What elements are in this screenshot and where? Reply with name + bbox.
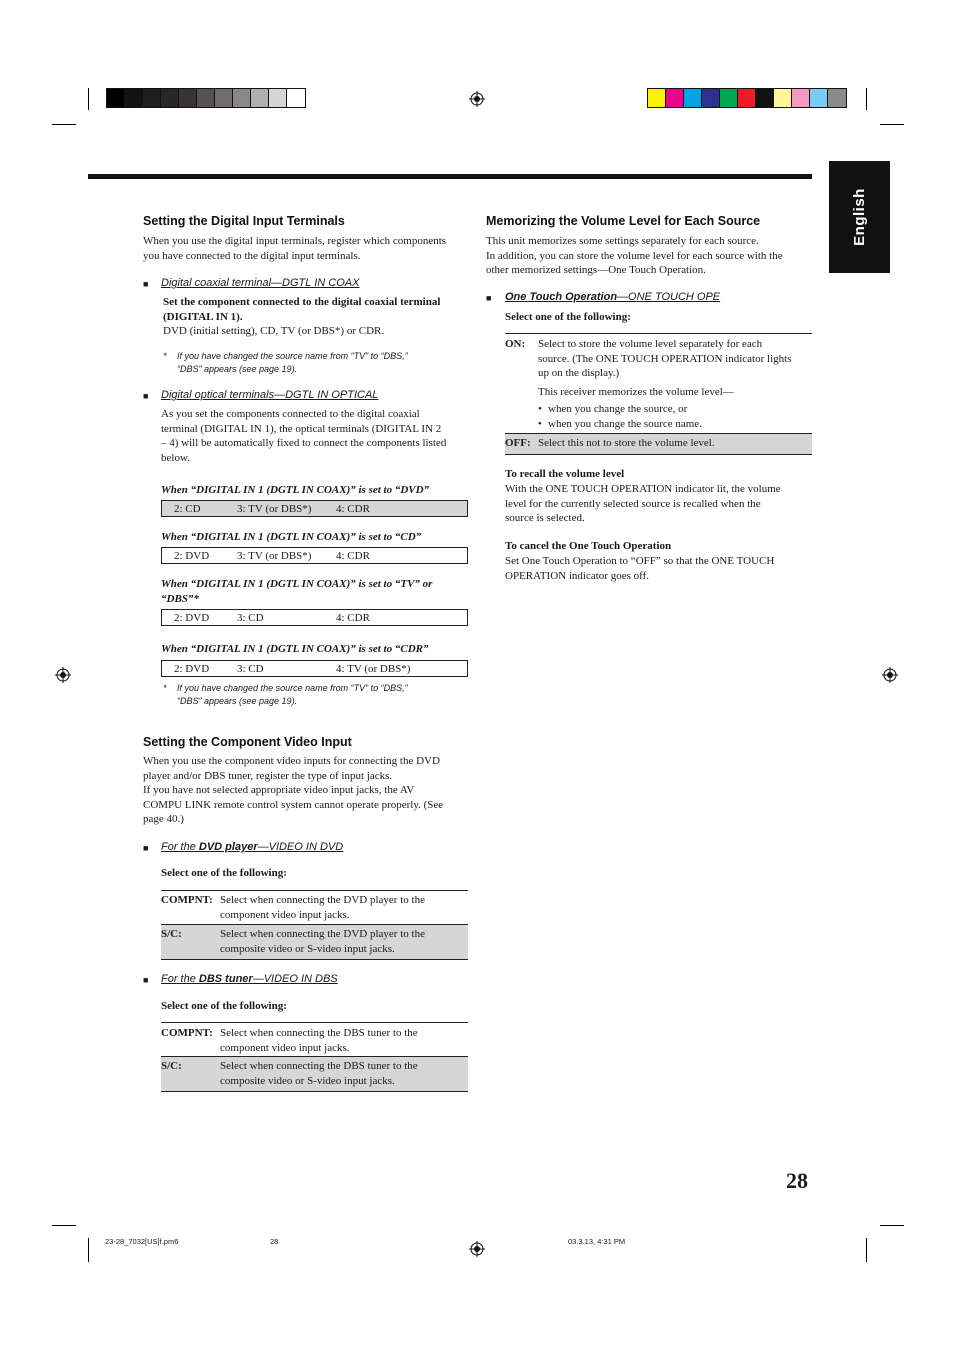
- color-swatch: [702, 89, 720, 107]
- color-swatch: [810, 89, 828, 107]
- dvd-label-pre: For the: [161, 841, 199, 853]
- text-line: component video input jacks.: [220, 1041, 350, 1054]
- coax-subheading: [161, 277, 359, 289]
- case-cell: 4: CDR: [336, 503, 370, 515]
- option-key: S/C:: [161, 928, 182, 940]
- coax-options: DVD (initial setting), CD, TV (or DBS*) or CDR.: [163, 325, 385, 337]
- section-heading-video: Setting the Component Video Input: [143, 735, 352, 749]
- dbs-select-prompt: Select one of the following:: [161, 1000, 287, 1012]
- language-tab-label: English: [851, 188, 868, 246]
- gray-swatch: [269, 89, 287, 107]
- text-line: With the ONE TOUCH OPERATION indicator lit, the volume: [505, 483, 781, 495]
- dbs-subheading: [161, 973, 338, 985]
- coax-label: [161, 277, 359, 289]
- case-options-row: [161, 500, 468, 517]
- color-swatch: [684, 89, 702, 107]
- text-line: you have connected to the digital input terminals.: [143, 249, 361, 262]
- dot-icon: •: [538, 417, 542, 430]
- note-asterisk: *: [163, 683, 167, 693]
- option-desc: [220, 1026, 418, 1055]
- option-key: S/C:: [161, 1060, 182, 1072]
- ota-select-prompt: Select one of the following:: [505, 311, 631, 323]
- coax-instruction: [163, 295, 440, 324]
- case-options-row: [161, 660, 468, 677]
- cancel-title: To cancel the One Touch Operation: [505, 540, 672, 552]
- cancel-body: [505, 554, 774, 583]
- text-line: terminal (DIGITAL IN 1), the optical terminals (DIGITAL IN 2: [161, 422, 442, 435]
- footer-page: 28: [270, 1237, 279, 1246]
- table-row: [161, 1023, 468, 1057]
- text-line: OPERATION indicator goes off.: [505, 569, 649, 582]
- crop-mark: [52, 124, 76, 125]
- case-cell: 4: CDR: [336, 550, 370, 562]
- coax-code: —DGTL IN COAX: [271, 277, 360, 289]
- text-line: “DBS” appears (see page 19).: [177, 696, 298, 706]
- color-swatch: [774, 89, 792, 107]
- bullet-item: [538, 417, 791, 432]
- gray-swatch: [107, 89, 125, 107]
- case-condition: When “DIGITAL IN 1 (DGTL IN COAX)” is set to “CD”: [161, 531, 422, 543]
- table-row: [505, 334, 812, 434]
- text-line: Select to store the volume level separately for each: [538, 338, 763, 350]
- text-line: As you set the components connected to the digital coaxial: [161, 408, 420, 420]
- option-desc: [538, 337, 791, 432]
- option-key: ON:: [505, 338, 526, 350]
- text-line: If you have changed the source name from “TV” to “DBS,”: [177, 683, 408, 693]
- text-line: This unit memorizes some settings separately for each source.: [486, 235, 759, 247]
- case-cell: 2: DVD: [174, 550, 210, 562]
- gray-swatch: [197, 89, 215, 107]
- crop-mark: [88, 1238, 89, 1262]
- optical-code: —DGTL IN OPTICAL: [274, 389, 379, 401]
- bullet-item: [538, 402, 791, 417]
- table-row: [505, 434, 812, 454]
- text-line: When “DIGITAL IN 1 (DGTL IN COAX)” is set to “TV” or: [161, 578, 433, 590]
- case-cell: 4: CDR: [336, 612, 370, 624]
- bullet-square-icon: ■: [143, 391, 149, 401]
- text-line: If you have not selected appropriate video input jacks, the AV: [143, 784, 415, 797]
- gray-swatch: [179, 89, 197, 107]
- optical-body: [161, 407, 446, 465]
- color-swatch: [720, 89, 738, 107]
- gray-swatch: [143, 89, 161, 107]
- text-line: other memorized settings—One Touch Operation.: [486, 264, 706, 277]
- page-number: 28: [786, 1168, 808, 1193]
- dbs-options-table: [161, 1022, 468, 1092]
- dvd-options-table: [161, 890, 468, 960]
- recall-title: To recall the volume level: [505, 468, 625, 480]
- case-condition: [161, 577, 432, 606]
- text-line: player and/or DBS tuner, register the type of input jacks.: [143, 769, 393, 782]
- bullet-text: when you change the source, or: [548, 403, 688, 416]
- text-line: level for the currently selected source is recalled when the: [505, 497, 761, 510]
- case-cell: 2: DVD: [174, 663, 210, 675]
- table-row: [161, 891, 468, 925]
- color-calibration-bar: [647, 88, 847, 108]
- bullet-square-icon: ■: [143, 279, 149, 289]
- option-key: COMPNT:: [161, 1027, 213, 1039]
- registration-mark-icon: [469, 1241, 485, 1257]
- text-line: This receiver memorizes the volume level—: [538, 385, 734, 398]
- text-line: Select when connecting the DVD player to the: [220, 928, 425, 940]
- language-tab: [829, 161, 890, 273]
- gray-swatch: [125, 89, 143, 107]
- text-line: If you have changed the source name from “TV” to “DBS,”: [177, 351, 408, 361]
- table-row: [161, 1057, 468, 1091]
- dvd-code: —VIDEO IN DVD: [257, 841, 344, 853]
- gray-swatch: [161, 89, 179, 107]
- option-desc: Select this not to store the volume level.: [538, 437, 715, 449]
- dvd-label-bold: DVD player: [198, 841, 258, 853]
- case-cell: 3: CD: [237, 663, 264, 675]
- text-line: page 40.): [143, 813, 184, 826]
- text-line: up on the display.): [538, 367, 620, 380]
- option-key: OFF:: [505, 437, 531, 449]
- case-cell: 3: CD: [237, 612, 264, 624]
- gray-swatch: [215, 89, 233, 107]
- case-cell: 4: TV (or DBS*): [336, 663, 411, 675]
- note-asterisk: *: [163, 351, 167, 361]
- text-line: Set One Touch Operation to “OFF” so that the ONE TOUCH: [505, 555, 775, 567]
- text-line: – 4) will be automatically fixed to connect the components listed: [161, 437, 447, 450]
- text-line: Select when connecting the DBS tuner to the: [220, 1060, 418, 1072]
- text-line: “DBS”*: [161, 592, 199, 605]
- coax-note: [177, 350, 408, 376]
- text-line: composite video or S-video input jacks.: [220, 1074, 395, 1087]
- text-line: Select when connecting the DBS tuner to the: [220, 1027, 418, 1039]
- bullet-text: when you change the source name.: [548, 417, 702, 430]
- crop-mark: [880, 124, 904, 125]
- section-heading-digital: Setting the Digital Input Terminals: [143, 214, 345, 228]
- text-line: source. (The ONE TOUCH OPERATION indicator lights: [538, 352, 792, 365]
- bullet-square-icon: ■: [143, 843, 149, 853]
- text-line: When you use the digital input terminals, register which components: [143, 235, 447, 247]
- case-cell: 3: TV (or DBS*): [237, 550, 312, 562]
- text-line: below.: [161, 451, 190, 464]
- option-desc: [220, 1059, 418, 1088]
- crop-mark: [866, 88, 867, 110]
- text-line: source is selected.: [505, 512, 585, 525]
- recall-body: [505, 482, 781, 526]
- text-line: component video input jacks.: [220, 908, 350, 921]
- text-line: Set the component connected to the digital coaxial terminal: [163, 296, 441, 308]
- text-line: Select when connecting the DVD player to the: [220, 894, 425, 906]
- option-desc: [220, 893, 425, 922]
- text-line: In addition, you can store the volume level for each source with the: [486, 249, 783, 262]
- footer-file: 23-28_7032[US]f.pm6: [105, 1237, 179, 1246]
- crop-mark: [880, 1225, 904, 1226]
- color-swatch: [666, 89, 684, 107]
- video-intro: [143, 754, 443, 827]
- dbs-code: —VIDEO IN DBS: [252, 973, 338, 985]
- option-desc: [220, 927, 425, 956]
- registration-mark-icon: [55, 667, 71, 683]
- dbs-label-bold: DBS tuner: [198, 973, 253, 985]
- coax-label-text: Digital coaxial terminal: [161, 277, 272, 289]
- dvd-select-prompt: Select one of the following:: [161, 867, 287, 879]
- case-cell: 2: DVD: [174, 612, 210, 624]
- crop-mark: [52, 1225, 76, 1226]
- crop-mark: [88, 88, 89, 110]
- volume-intro: [486, 234, 783, 278]
- text-line: When you use the component video inputs for connecting the DVD: [143, 755, 440, 767]
- gray-calibration-bar: [106, 88, 306, 108]
- optical-label-text: Digital optical terminals: [161, 389, 275, 401]
- color-swatch: [648, 89, 666, 107]
- section-heading-volume: Memorizing the Volume Level for Each Source: [486, 214, 761, 228]
- bullet-square-icon: ■: [486, 293, 492, 303]
- dot-icon: •: [538, 403, 542, 416]
- option-key: COMPNT:: [161, 894, 213, 906]
- case-options-row: [161, 547, 468, 564]
- text-line: composite video or S-video input jacks.: [220, 942, 395, 955]
- dvd-subheading: [161, 841, 343, 853]
- crop-mark: [866, 1238, 867, 1262]
- case-condition: When “DIGITAL IN 1 (DGTL IN COAX)” is set to “CDR”: [161, 643, 429, 655]
- footer-date: 03.3.13, 4:31 PM: [568, 1237, 626, 1246]
- color-swatch: [756, 89, 774, 107]
- case-condition: When “DIGITAL IN 1 (DGTL IN COAX)” is set to “DVD”: [161, 484, 430, 496]
- registration-mark-icon: [469, 91, 485, 107]
- case-cell: 2: CD: [174, 503, 201, 515]
- gray-swatch: [251, 89, 269, 107]
- gray-swatch: [287, 89, 305, 107]
- text-line: (DIGITAL IN 1).: [163, 310, 243, 323]
- color-swatch: [738, 89, 756, 107]
- text-line: COMPU LINK remote control system cannot operate properly. (See: [143, 798, 444, 811]
- header-rule: [88, 174, 812, 179]
- case-options-row: [161, 609, 468, 626]
- bullet-square-icon: ■: [143, 975, 149, 985]
- case-cell: 3: TV (or DBS*): [237, 503, 312, 515]
- color-swatch: [828, 89, 846, 107]
- ota-label: One Touch Operation: [505, 291, 618, 303]
- text-line: “DBS” appears (see page 19).: [177, 364, 298, 374]
- ota-options-table: [505, 333, 812, 455]
- ota-code: —ONE TOUCH OPE: [617, 291, 721, 303]
- digital-intro: [143, 234, 446, 263]
- table-row: [161, 925, 468, 959]
- color-swatch: [792, 89, 810, 107]
- ota-subheading: [505, 291, 720, 303]
- optical-subheading: [161, 389, 378, 401]
- registration-mark-icon: [882, 667, 898, 683]
- dbs-label-pre: For the: [161, 973, 199, 985]
- gray-swatch: [233, 89, 251, 107]
- optical-note: [177, 682, 408, 708]
